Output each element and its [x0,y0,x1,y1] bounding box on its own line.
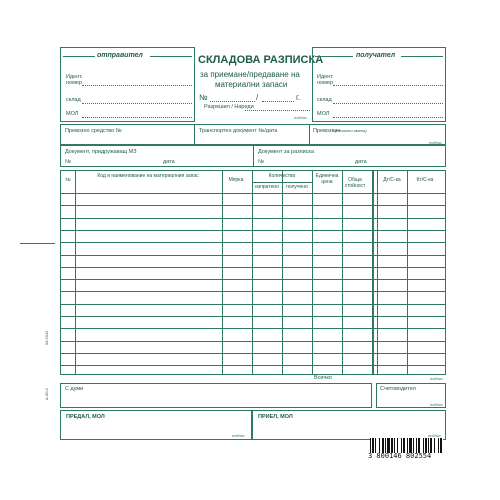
barcode [370,438,443,453]
sender-title: отправител [97,52,143,59]
table-row [61,267,445,268]
items-table [60,170,446,375]
accompanying-doc-label: Документ, придружаващ МЗ [65,149,137,155]
number-label: № [199,93,208,102]
carrier-label: Превозвач [313,128,341,134]
table-row [61,218,445,219]
year-label: г. [296,93,301,102]
words-label: С думи [65,386,84,392]
accompanying-number-label: № [65,159,71,165]
col-debit: Дт/С-ка [383,177,401,183]
sender-warehouse-label: склад [66,97,81,103]
side-code-2: 04.2011 [44,330,49,345]
permit-label: Разрешил / Нареди [204,104,254,110]
receiver-ident-label: Идент. [317,74,334,80]
release-number-label: № [258,159,264,165]
received-sign-label: подпис [428,433,442,438]
table-row [61,328,445,329]
col-credit: Кт/С-ка [416,177,434,183]
col-unit-price: Единична цена [315,173,339,185]
col-unit: Мярка [228,177,244,183]
accountant-sign-label: подпис [430,402,444,407]
receiver-title: получател [356,52,396,59]
table-row [61,353,445,354]
table-row [61,205,445,206]
words-box [60,383,372,408]
table-row [61,291,445,292]
carrier-note: (печатни имена) [335,128,367,133]
col-no: № [65,177,71,183]
permit-sign-label: подпис [294,115,308,120]
table-row [61,304,445,305]
barcode-number: 3 800146 802554 [368,452,432,460]
table-row [61,242,445,243]
handed-label: ПРЕДАЛ, МОЛ [66,414,105,420]
document-subtitle-1: за приемане/предаване на [200,70,300,79]
vehicle-label: Превозно средство № [65,128,122,134]
table-sign-label: подпис [430,376,444,381]
col-code: Код и наименование на материалния запас [97,173,199,179]
sender-ident-label: Идент. [66,74,83,80]
col-received: получено [286,184,308,190]
col-sent: изпратено [255,184,279,190]
receiver-mol-label: МОЛ [317,111,330,117]
received-label: ПРИЕЛ, МОЛ [258,414,293,420]
sender-mol-label: МОЛ [66,111,79,117]
table-row [61,230,445,231]
table-row [61,279,445,280]
accompanying-date-label: дата [163,159,175,165]
accountant-label: Счетоводител [380,386,416,392]
release-date-label: дата [355,159,367,165]
col-total-value: Обща стойност [344,177,366,189]
carrier-sign-label: подпис [429,140,443,145]
col-quantity: Количество [268,173,296,179]
side-code-1: А-30-2 [44,387,49,400]
transport-document-label: Транспортен документ №/дата [199,128,278,134]
number-slash: / [256,93,259,102]
table-row [61,255,445,256]
fold-mark [20,243,55,244]
receiver-warehouse-label: склад [317,97,332,103]
total-label: Всичко [314,375,332,381]
release-doc-label: Документ за разписка [258,149,314,155]
document-subtitle-2: материални запаси [215,80,288,89]
table-row [61,365,445,366]
receiver-number-label: номер [317,80,333,86]
sender-number-label: номер [66,80,82,86]
document-title: СКЛАДОВА РАЗПИСКА [198,54,324,66]
table-row [61,341,445,342]
handed-sign-label: подпис [232,433,246,438]
table-row [61,316,445,317]
